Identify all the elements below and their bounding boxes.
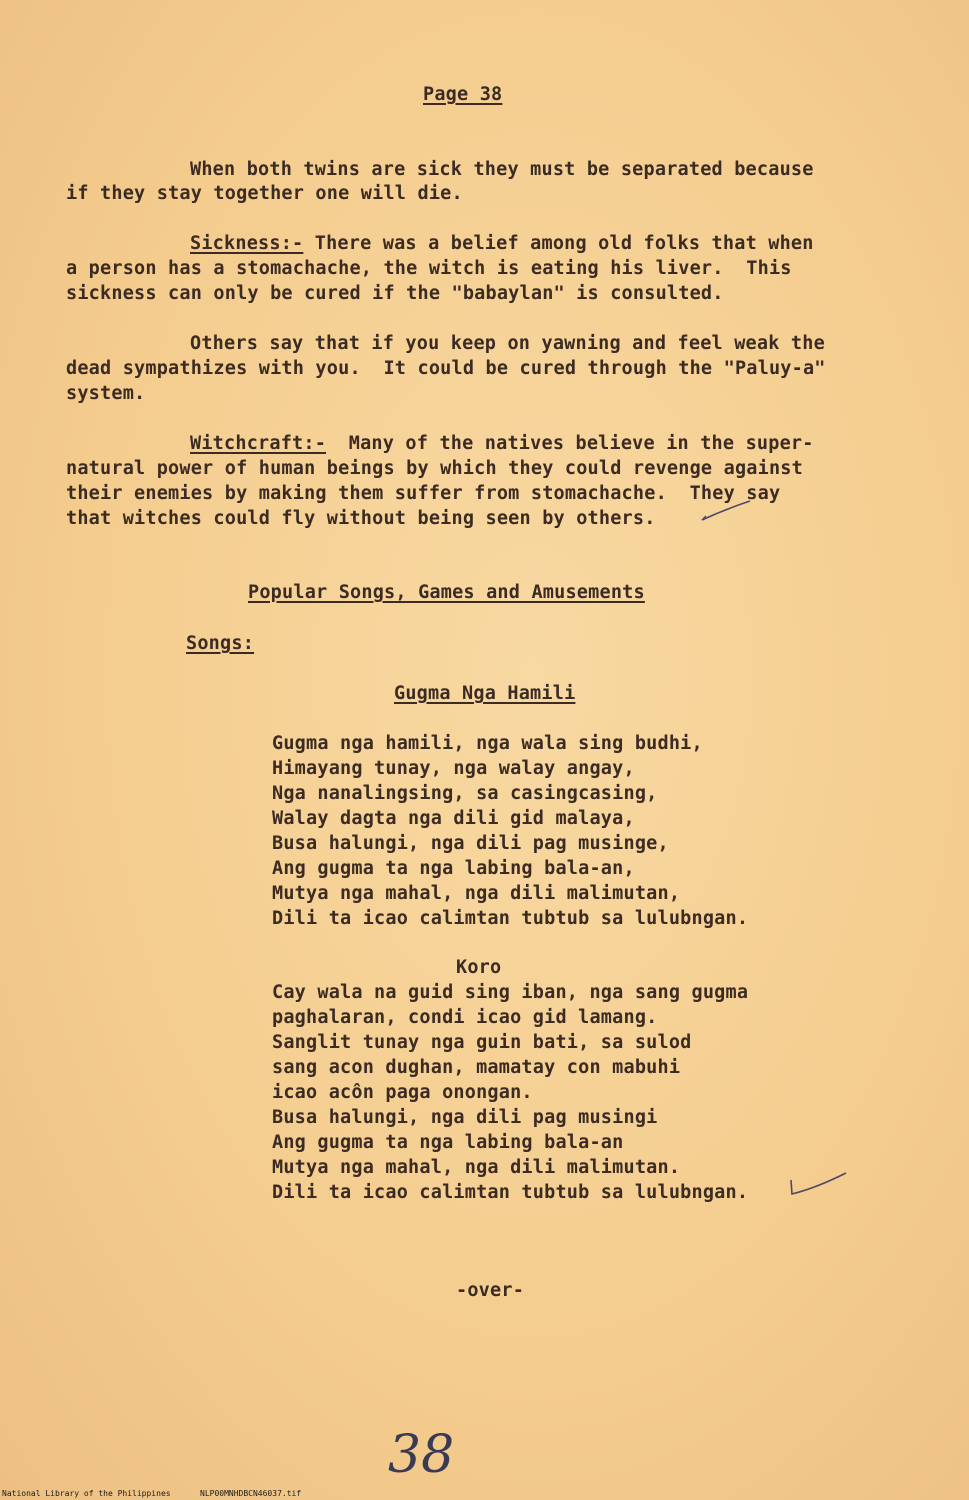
witchcraft-line2: natural power of human beings by which they could revenge against [66,458,803,479]
witchcraft-line1-text: Many of the natives believe in the super- [326,433,814,454]
chorus-line: Busa halungi, nga dili pag musingi [272,1107,658,1128]
scan-filename: NLP00MNHDBCN46037.tif [200,1489,302,1498]
check-mark-icon [788,1172,850,1198]
chorus-line: Cay wala na guid sing iban, nga sang gugma [272,982,749,1003]
verse-line: Busa halungi, nga dili pag musinge, [272,833,669,854]
witchcraft-line1 [190,431,814,456]
others-line1: Others say that if you keep on yawning and feel weak the [190,333,825,354]
chorus-line: sang acon dughan, mamatay con mabuhi [272,1057,681,1078]
para1-line1: When both twins are sick they must be separated because [190,159,814,180]
verse-line: Walay dagta nga dili gid malaya, [272,808,635,829]
witchcraft-line4: that witches could fly without being seen by others. [66,508,656,529]
chorus-line: Dili ta icao calimtan tubtub sa lulubngan. [272,1182,749,1203]
chorus-line: icao acôn paga onongan. [272,1082,533,1103]
sickness-line1-text: There was a belief among old folks that when [303,233,814,254]
verse-line: Gugma nga hamili, nga wala sing budhi, [272,733,703,754]
songs-label: Songs: [186,633,255,654]
others-line3: system. [66,383,146,404]
sickness-heading: Sickness:- [190,233,304,254]
para1-line2: if they stay together one will die. [66,183,463,204]
check-mark-icon [700,500,755,525]
witchcraft-heading: Witchcraft:- [190,433,327,454]
witchcraft-line3: their enemies by making them suffer from stomachache. They say [66,483,781,504]
chorus-line: Mutya nga mahal, nga dili malimutan. [272,1157,681,1178]
verse-line: Dili ta icao calimtan tubtub sa lulubngan. [272,908,749,929]
verse-line: Ang gugma ta nga labing bala-an, [272,858,635,879]
section-title: Popular Songs, Games and Amusements [248,582,645,603]
others-line2: dead sympathizes with you. It could be cured through the "Paluy-a" [66,358,826,379]
chorus-line: Sanglit tunay nga guin bati, sa sulod [272,1032,692,1053]
verse-line: Nga nanalingsing, sa casingcasing, [272,783,658,804]
sickness-line1 [190,231,814,256]
sickness-line3: sickness can only be cured if the "babaylan" is consulted. [66,283,724,304]
library-credit: National Library of the Philippines [2,1489,171,1498]
chorus-line: Ang gugma ta nga labing bala-an [272,1132,624,1153]
verse-line: Mutya nga mahal, nga dili malimutan, [272,883,681,904]
verse-line: Himayang tunay, nga walay angay, [272,758,635,779]
page-label: Page 38 [423,84,503,105]
sickness-line2: a person has a stomachache, the witch is eating his liver. This [66,258,792,279]
song-title: Gugma Nga Hamili [394,683,576,704]
handwritten-page-number: 38 [388,1425,455,1485]
chorus-label: Koro [456,957,502,978]
chorus-line: paghalaran, condi icao gid lamang. [272,1007,658,1028]
over-label: -over- [456,1280,525,1301]
